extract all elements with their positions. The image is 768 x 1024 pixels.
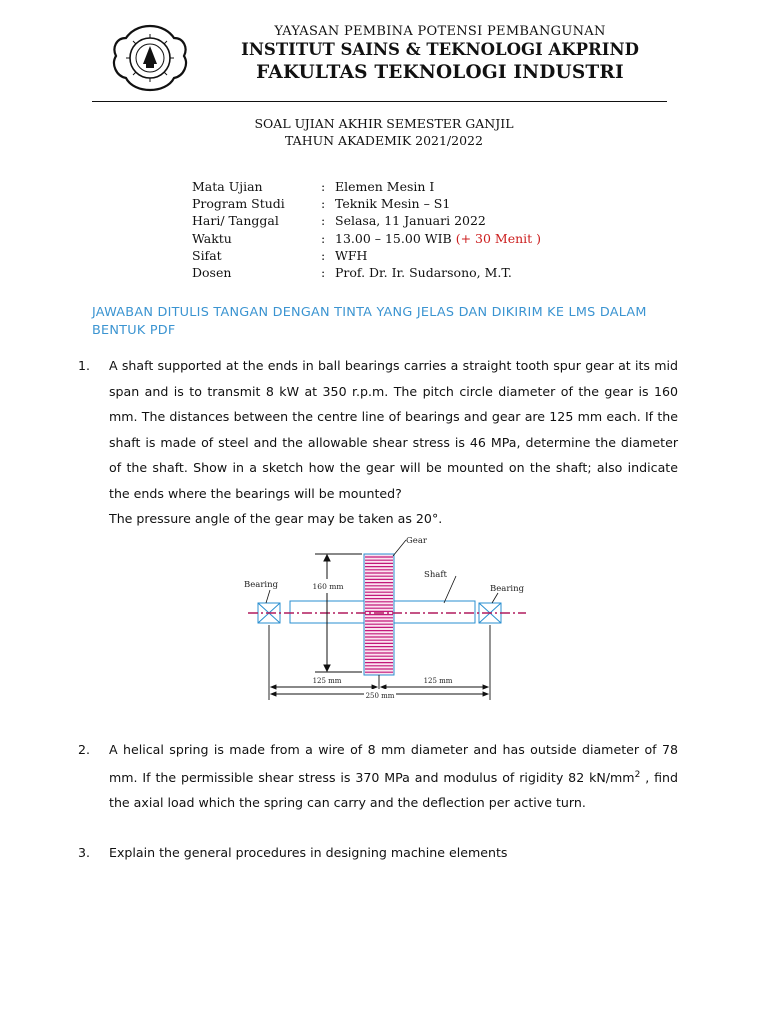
extra-time-note: (+ 30 Menit ) [455,230,542,246]
info-colon: : [321,213,326,229]
info-value: 13.00 – 15.00 WIB [335,230,456,246]
info-colon: : [321,179,326,194]
question-text-part: A helical spring is made from a wire of 8 mm diameter and has outside diameter of 78 mm. If the permissible shear stress is 370 MPa and modulus of rigidity 82 kN/mm [109,742,678,785]
info-key: Hari/ Tanggal [192,213,279,229]
institute-name: INSTITUT SAINS & TEKNOLOGI AKPRIND [241,40,639,59]
bearing-right-label: Bearing [490,584,525,594]
question-number: 3. [78,845,91,860]
info-row-lecturer [192,264,541,281]
info-row-time [192,230,541,247]
info-row-subject [192,178,541,195]
total-span-label: 250 mm [365,692,395,700]
bearing-left-label: Bearing [244,580,279,590]
info-colon: : [321,230,326,246]
info-row-mode [192,247,541,264]
info-colon: : [321,196,326,212]
question-1 [78,353,678,532]
info-value: Prof. Dr. Ir. Sudarsono, M.T. [335,264,512,280]
info-key: Dosen [192,264,232,280]
shaft-leader [444,576,456,603]
exam-info-table [192,178,541,281]
bearing-right-leader [492,593,498,603]
question-text [109,737,678,816]
question-text-part: , find the axial load which the spring can carry and the deflection per active turn. [109,769,678,811]
foundation-name: YAYASAN PEMBINA POTENSI PEMBANGUNAN [274,24,606,39]
question-number: 2. [78,742,91,757]
exam-title: SOAL UJIAN AKHIR SEMESTER GANJIL [254,116,514,131]
question-text: Explain the general procedures in designing machine elements [109,845,508,860]
info-value: Teknik Mesin – S1 [335,196,451,212]
info-value: WFH [335,247,368,263]
info-row-date [192,212,541,229]
info-key: Mata Ujian [192,179,263,194]
info-key: Sifat [192,247,222,263]
info-colon: : [321,264,326,280]
info-key: Program Studi [192,196,285,212]
header-divider [92,101,667,102]
info-colon: : [321,247,326,263]
answer-instruction: JAWABAN DITULIS TANGAN DENGAN TINTA YANG JELAS DAN DIKIRIM KE LMS DALAM BENTUK PDF [92,305,647,338]
pcd-label: 160 mm [312,582,344,591]
question-2 [78,737,678,816]
question-text: A shaft supported at the ends in ball bearings carries a straight tooth spur gear at its mid span and is to transmit 8 kW at 350 r.p.m. The pitch circle diameter of the gear is 160 mm. The distances between the centre line of bearings and gear are 125 mm each. If the shaft is made of steel and the allowable shear stress is 46 MPa, determine the diameter of the shaft. Show in a sketch how the gear will be mounted on the shaft; also indicate the ends where the bearings will be mounted? [109,358,678,501]
question-note: The pressure angle of the gear may be taken as 20°. [109,511,443,526]
academic-year: TAHUN AKADEMIK 2021/2022 [285,133,483,148]
faculty-name: FAKULTAS TEKNOLOGI INDUSTRI [256,62,624,83]
right-span-label: 125 mm [423,677,453,685]
letterhead [0,0,768,110]
shaft-gear-diagram [230,532,530,704]
gear-label: Gear [406,536,427,546]
left-span-label: 125 mm [312,677,342,685]
info-value: Selasa, 11 Januari 2022 [335,213,486,229]
gear-leader [393,540,406,556]
info-value: Elemen Mesin I [335,179,435,194]
superscript: 2 [634,769,641,780]
question-3 [78,840,678,866]
shaft-label: Shaft [424,570,447,580]
info-row-program [192,195,541,212]
question-number: 1. [78,358,91,373]
info-key: Waktu [192,230,232,246]
bearing-left-leader [266,590,270,603]
